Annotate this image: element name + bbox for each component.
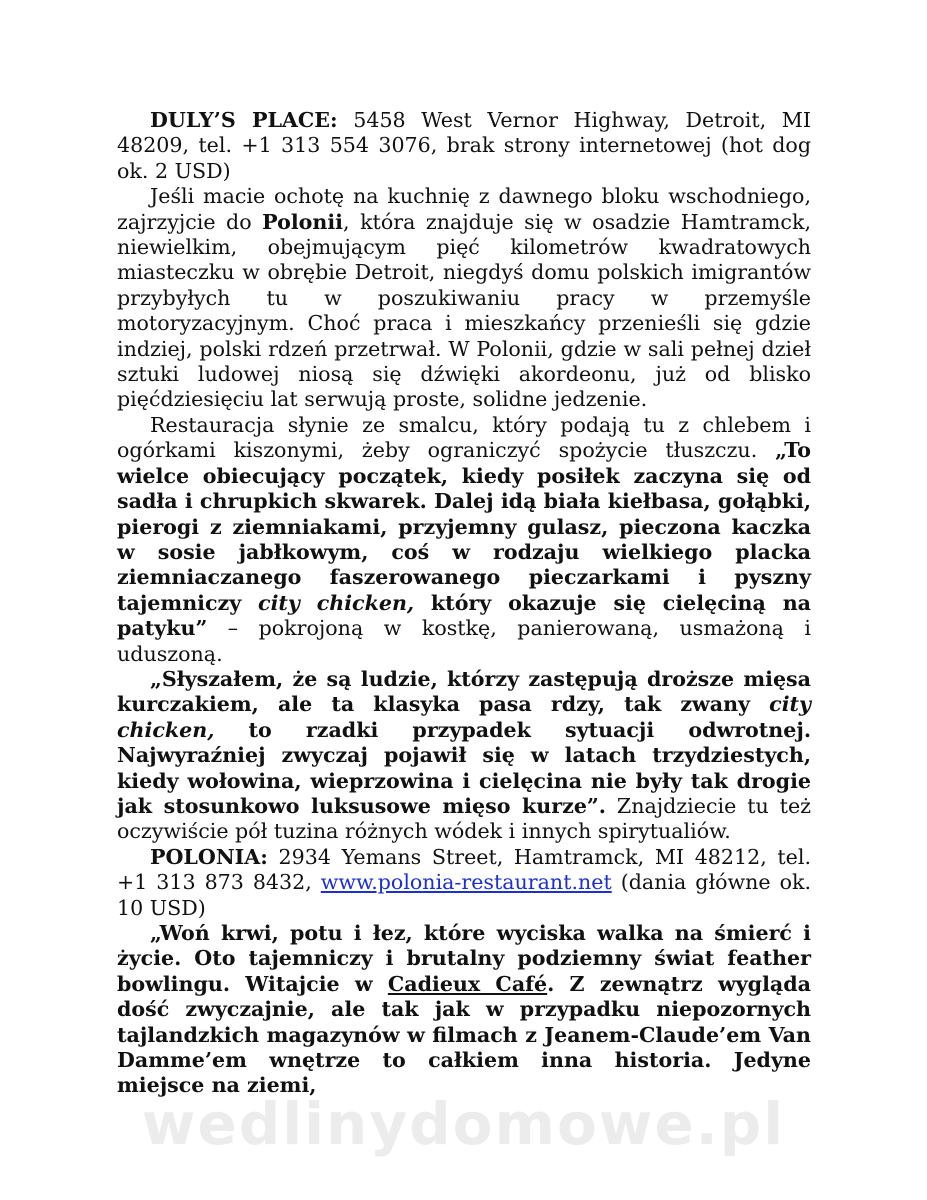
paragraph-polonia-intro — [117, 184, 811, 413]
page-body — [117, 108, 811, 1099]
italic-run: city chicken, — [117, 692, 811, 742]
polonia-website-link[interactable]: www.polonia-restaurant.net — [320, 870, 612, 895]
text-run: 2934 Yemans Street, Hamtramck, MI 48212, tel. +1 313 873 8432, — [117, 844, 811, 895]
text-run: , która znajduje się w osadzie Hamtramck, niewielkim, obejmującym pięć kilometrów kwadratowych miasteczku w obrębie Detroit, niegdyś domu polskich imigrantów przybyłych tu w poszukiwaniu pracy w przemyśle motoryzacyjnym. Choć praca i mieszkańcy przenieśli się gdzie indziej, polski rdzeń przetrwał. W Polonii, gdzie w sali pełnej dzieł sztuki ludowej niosą się dźwięki akordeonu, już od blisko pięćdziesięciu lat serwują proste, solidne jedzenie. — [117, 209, 811, 412]
text-run: – pokrojoną w kostkę, panierowaną, usmażoną i uduszoną. — [117, 616, 811, 666]
venue-name-polonia: POLONIA: — [150, 844, 268, 869]
text-run: (dania główne ok. 10 USD) — [117, 870, 811, 920]
bold-run: Polonii — [262, 209, 344, 234]
italic-run: city chicken, — [258, 590, 415, 615]
bold-run: „Woń krwi, potu i łez, które wyciska walka na śmierć i życie. Oto tajemniczy i brutalny podziemny świat feather bowlingu. Witajcie w — [117, 921, 811, 996]
cadieux-cafe-name: Cadieux Café — [387, 971, 548, 996]
venue-name-dulys: DULY’S PLACE: — [150, 108, 338, 132]
text-run: Restauracja słynie ze smalcu, który podają tu z chlebem i ogórkami kiszonymi, żeby ograniczyć spożycie tłuszczu. — [117, 412, 811, 463]
paragraph-smalec — [117, 413, 811, 667]
address-dulys: 5458 West Vernor Highway, Detroit, MI 48209, tel. +1 313 554 3076, brak strony internetowej (hot dog ok. 2 USD) — [117, 108, 811, 183]
bold-run: „Słyszałem, że są ludzie, którzy zastępują droższe mięsa kurczakiem, ale ta klasyka pasa rdzy, tak zwany — [117, 666, 811, 717]
paragraph-city-chicken — [117, 667, 811, 845]
paragraph-dulys-place — [117, 108, 811, 184]
text-run: Znajdziecie tu też oczywiście pół tuzina różnych wódek i innych spirytualiów. — [117, 793, 811, 844]
paragraph-cadieux-cafe — [117, 921, 811, 1099]
bold-run: który okazuje się cielęciną na patyku” — [117, 590, 812, 641]
bold-run: . Z zewnątrz wygląda dość zwyczajnie, ale tak jak w przypadku niepozornych tajlandzkich magazynów w filmach z Jeanem-Claude’em Van Damme’em wnętrze to całkiem inna historia. Jedyne miejsce na ziemi, — [117, 971, 811, 1098]
paragraph-polonia-address — [117, 845, 811, 921]
text-run: Jeśli macie ochotę na kuchnię z dawnego bloku wschodniego, zajrzyjcie do — [117, 184, 811, 234]
watermark: wedlinydomowe.pl — [141, 1090, 786, 1158]
bold-run: to rzadki przypadek sytuacji odwrotnej. Najwyraźniej zwyczaj pojawił się w latach trzydziestych, kiedy wołowina, wieprzowina i cielęcina nie były tak drogie jak stosunkowo luksusowe mięso kurze”. — [117, 717, 811, 818]
bold-run: „To wielce obiecujący początek, kiedy posiłek zaczyna się od sadła i chrupkich skwarek. Dalej idą biała kiełbasa, gołąbki, pierogi z ziemniakami, przyjemny gulasz, pieczona kaczka w sosie jabłkowym, coś w rodzaju wielkiego placka ziemniaczanego faszerowanego pieczarkami i pyszny tajemniczy — [117, 438, 811, 615]
